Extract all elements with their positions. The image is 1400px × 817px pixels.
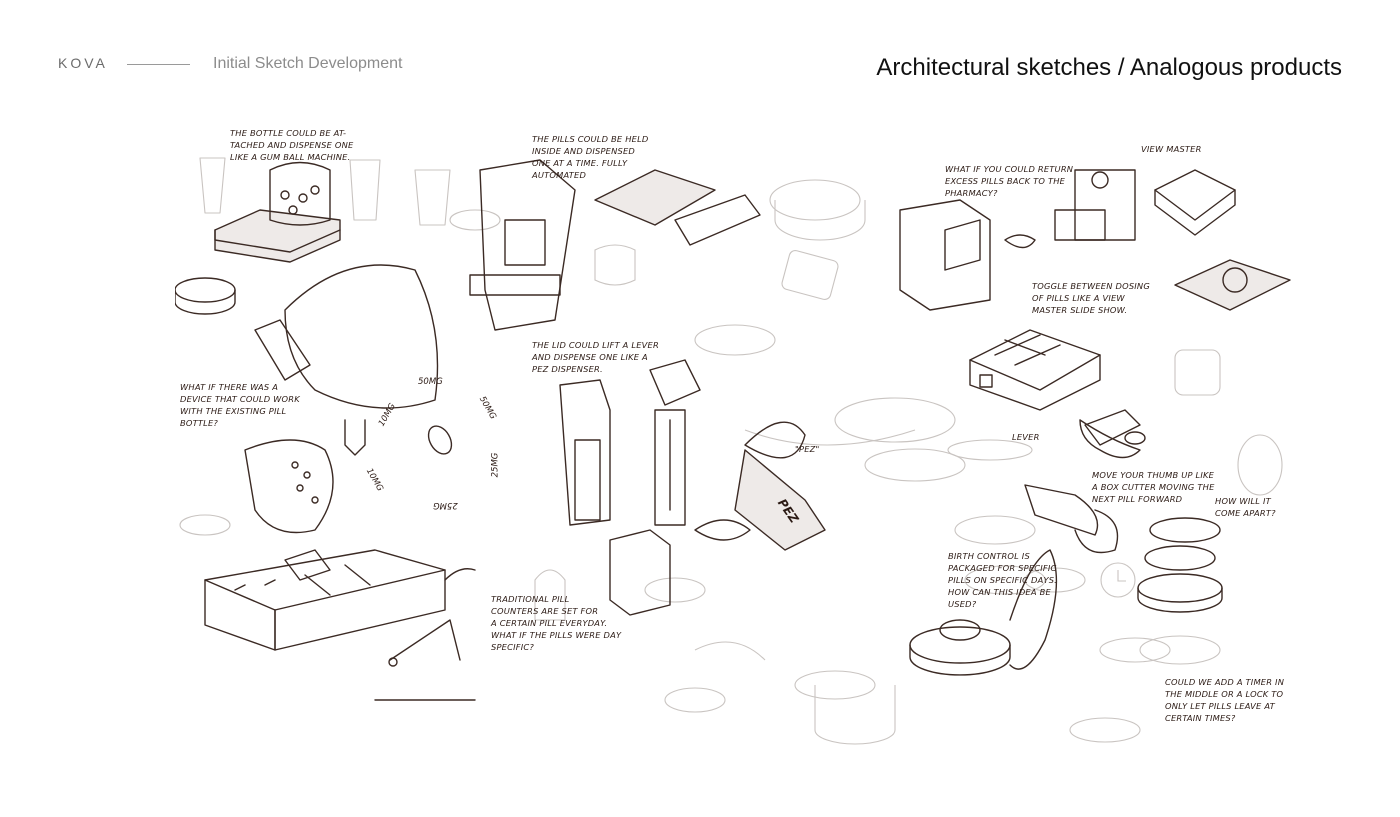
note-birth-control: BIRTH CONTROL IS PACKAGED FOR SPECIFIC PILLS ON SPECIFIC DAYS. HOW CAN THIS IDEA BE USED? xyxy=(948,551,1058,609)
stacked-discs-sketch xyxy=(1138,518,1222,664)
hand-sketch xyxy=(245,420,456,533)
sketch-illustrations xyxy=(175,110,1305,760)
sketch-sheet xyxy=(175,110,1305,760)
dose-label: 10MG xyxy=(376,401,398,429)
gumball-dispenser-sketch xyxy=(200,158,450,262)
brand-logo: KOVA xyxy=(58,55,108,71)
note-automated: THE PILLS COULD BE HELD INSIDE AND DISPENSED ONE AT A TIME. FULLY AUTOMATED xyxy=(532,134,649,180)
note-view-master: VIEW MASTER xyxy=(1141,144,1202,154)
note-pez-lever: THE LID COULD LIFT A LEVER AND DISPENSE ONE LIKE A PEZ DISPENSER. xyxy=(532,340,659,374)
pez-dispenser-sketch xyxy=(560,360,825,550)
page-title: Architectural sketches / Analogous products xyxy=(876,54,1342,81)
pill-counter-sketch xyxy=(205,550,475,700)
dose-label: 25MG xyxy=(490,452,501,478)
dose-label: 50MG xyxy=(476,394,498,422)
section-subtitle: Initial Sketch Development xyxy=(213,55,403,72)
note-lever: LEVER xyxy=(1012,432,1040,442)
background-sketches xyxy=(180,180,1285,744)
note-pharmacy: WHAT IF YOU COULD RETURN EXCESS PILLS BACK TO THE PHARMACY? xyxy=(945,164,1074,198)
dose-label: 25MG xyxy=(433,500,458,510)
dose-label: 10MG xyxy=(363,466,385,494)
note-box-cutter: MOVE YOUR THUMB UP LIKE A BOX CUTTER MOVING THE NEXT PILL FORWARD xyxy=(1092,470,1215,504)
note-gumball: THE BOTTLE COULD BE AT- TACHED AND DISPENSE ONE LIKE A GUM BALL MACHINE. xyxy=(230,128,354,162)
pill-sleeve-sketch xyxy=(610,520,750,615)
note-pill-counters: TRADITIONAL PILL COUNTERS ARE SET FOR A CERTAIN PILL EVERYDAY. WHAT IF THE PILLS WERE DAY SPECIFIC? xyxy=(491,594,622,652)
note-toggle: TOGGLE BETWEEN DOSING OF PILLS LIKE A VIEW MASTER SLIDE SHOW. xyxy=(1032,281,1150,315)
dose-label: 50MG xyxy=(418,377,443,387)
toggle-device-sketch xyxy=(970,330,1140,445)
note-timer: COULD WE ADD A TIMER IN THE MIDDLE OR A LOCK TO ONLY LET PILLS LEAVE AT CERTAIN TIMES? xyxy=(1165,677,1285,723)
header-divider xyxy=(127,64,190,65)
timer-icon xyxy=(1101,563,1135,597)
view-master-sketch xyxy=(1155,170,1290,310)
note-pez-box: PEZ xyxy=(774,496,802,526)
note-come-apart: HOW WILL IT COME APART? xyxy=(1215,496,1276,518)
note-existing-bottle: WHAT IF THERE WAS A DEVICE THAT COULD WORK WITH THE EXISTING PILL BOTTLE? xyxy=(180,382,300,428)
note-pez-label: "PEZ" xyxy=(795,444,820,454)
